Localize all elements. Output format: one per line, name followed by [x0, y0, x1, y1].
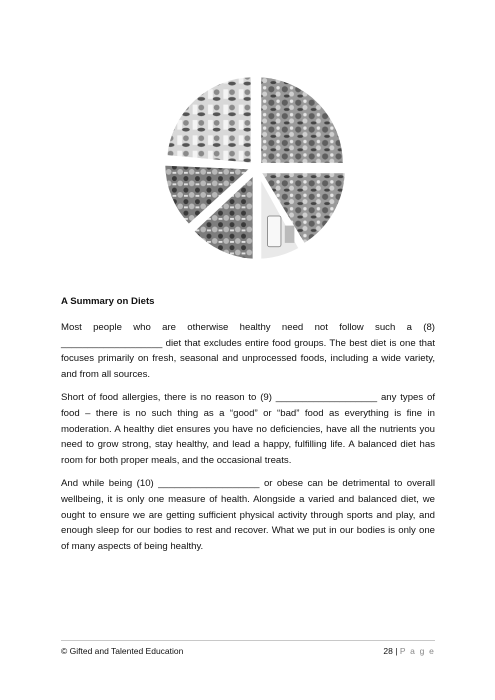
page-label: P a g e: [399, 646, 435, 656]
food-plate-image: [160, 72, 352, 264]
page-separator: |: [392, 646, 400, 656]
footer-page-indicator: [383, 646, 435, 656]
paragraph-3: And while being (10) ___________________ or obese can be detrimental to overall wellbeing, it is only one measure of health. Alongside a varied and balanced diet, we ought to ensure we are getting sufficient physical activity through sports and play, and enough sleep for our bodies to rest and recover. What we put in our bodies is only one of many aspects of being healthy.: [61, 478, 435, 552]
page-footer: [61, 640, 435, 656]
footer-copyright: © Gifted and Talented Education: [61, 646, 184, 656]
paragraph-1: Most people who are otherwise healthy need not follow such a (8) ___________________ diet that excludes entire food groups. The best diet is one that focuses primarily on fresh, seasonal and unprocessed foods, including a wide variety, and from all sources.: [61, 322, 435, 380]
summary-section: [61, 296, 435, 562]
page-number: 28: [383, 646, 393, 656]
paragraph-2: Short of food allergies, there is no reason to (9) ___________________ any types of food – there is no such thing as a “good” or “bad” food as everything is fine in moderation. A healthy diet ensures you have no deficiencies, have all the nutrients you need to grow strong, stay healthy, and lead a happy, fulfilling life. A balanced diet has room for both proper meals, and the occasional treats.: [61, 392, 435, 466]
section-heading: A Summary on Diets: [61, 296, 155, 307]
